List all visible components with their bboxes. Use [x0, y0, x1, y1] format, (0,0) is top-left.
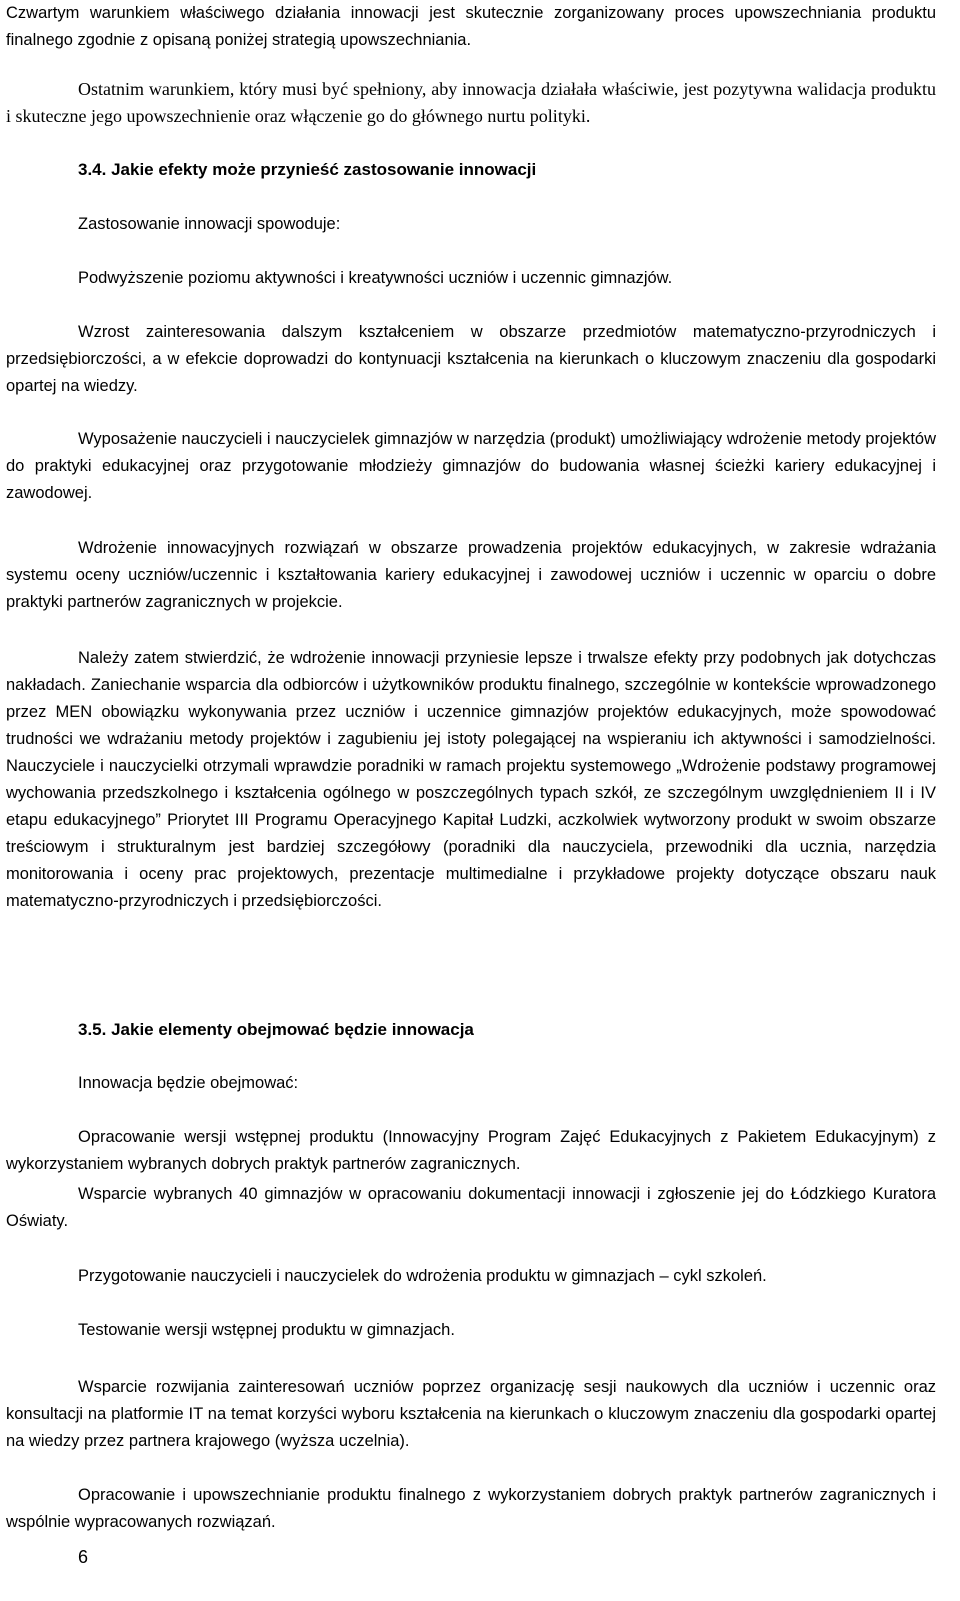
- section-lead: Zastosowanie innowacji spowoduje:: [78, 215, 341, 233]
- paragraph: Podwyższenie poziomu aktywności i kreatywności uczniów i uczennic gimnazjów.: [78, 269, 673, 287]
- page-number: 6: [78, 1547, 89, 1567]
- paragraph: Wsparcie rozwijania zainteresowań uczniów poprzez organizację sesji naukowych dla uczniów i uczennic oraz konsultacji na platformie IT na temat korzyści wyboru kształcenia na kierunkach o kluczowym znaczeniu dla gospodarki opartej na wiedzy przez partnera krajowego (wyższa uczelnia).: [6, 1378, 936, 1450]
- paragraph: Testowanie wersji wstępnej produktu w gimnazjach.: [78, 1321, 455, 1339]
- section-heading-3-5: 3.5. Jakie elementy obejmować będzie innowacja: [78, 1020, 474, 1039]
- paragraph: Czwartym warunkiem właściwego działania innowacji jest skutecznie zorganizowany proces upowszechniania produktu finalnego zgodnie z opisaną poniżej strategią upowszechniania.: [6, 4, 936, 49]
- paragraph: Wdrożenie innowacyjnych rozwiązań w obszarze prowadzenia projektów edukacyjnych, w zakresie wdrażania systemu oceny uczniów/uczennic i kształtowania kariery edukacyjnej i zawodowej uczniów i uczennic w oparciu o dobre praktyki partnerów zagranicznych w projekcie.: [6, 539, 936, 611]
- paragraph: Ostatnim warunkiem, który musi być spełniony, aby innowacja działała właściwie, jest pozytywna walidacja produktu i skuteczne jego upowszechnienie oraz włączenie go do głównego nurtu polityki.: [6, 79, 936, 126]
- paragraph: Wyposażenie nauczycieli i nauczycielek gimnazjów w narzędzia (produkt) umożliwiający wdrożenie metody projektów do praktyki edukacyjnej oraz przygotowanie młodzieży gimnazjów do budowania własnej ścieżki kariery edukacyjnej i zawodowej.: [6, 430, 936, 502]
- paragraph: Wzrost zainteresowania dalszym kształceniem w obszarze przedmiotów matematyczno-przyrodniczych i przedsiębiorczości, a w efekcie doprowadzi do kontynuacji kształcenia na kierunkach o kluczowym znaczeniu dla gospodarki opartej na wiedzy.: [6, 323, 936, 395]
- paragraph: Opracowanie wersji wstępnej produktu (Innowacyjny Program Zajęć Edukacyjnych z Pakietem Edukacyjnym) z wykorzystaniem wybranych dobrych praktyk partnerów zagranicznych.: [6, 1128, 936, 1173]
- section-lead: Innowacja będzie obejmować:: [78, 1074, 299, 1092]
- section-heading-3-4: 3.4. Jakie efekty może przynieść zastosowanie innowacji: [78, 160, 537, 179]
- paragraph: Wsparcie wybranych 40 gimnazjów w opracowaniu dokumentacji innowacji i zgłoszenie jej do Łódzkiego Kuratora Oświaty.: [6, 1185, 936, 1230]
- paragraph: Należy zatem stwierdzić, że wdrożenie innowacji przyniesie lepsze i trwalsze efekty przy podobnych jak dotychczas nakładach. Zaniechanie wsparcia dla odbiorców i użytkowników produktu finalnego, szczególnie w kontekście wprowadzonego przez MEN obowiązku wykonywania przez uczniów i uczennice gimnazjów projektów edukacyjnych, może spowodować trudności we wdrażaniu metody projektów i zagubieniu jej istoty polegającej na wspieraniu ich aktywności i samodzielności. Nauczyciele i nauczycielki otrzymali wprawdzie poradniki w ramach projektu systemowego „Wdrożenie podstawy programowej wychowania przedszkolnego i kształcenia ogólnego w poszczególnych typach szkół, ze szczególnym uwzględnieniem II i IV etapu edukacyjnego” Priorytet III Programu Operacyjnego Kapitał Ludzki, aczkolwiek wytworzony produkt w swoim obszarze treściowym i strukturalnym jest bardziej szczegółowy (poradniki dla nauczyciela, przewodniki dla ucznia, narzędzia monitorowania i oceny prac projektowych, prezentacje multimedialne i przykładowe projekty dotyczące obszaru nauk matematyczno-przyrodniczych i przedsiębiorczości.: [6, 649, 936, 910]
- paragraph: Przygotowanie nauczycieli i nauczycielek do wdrożenia produktu w gimnazjach – cykl szkoleń.: [78, 1267, 767, 1285]
- paragraph: Opracowanie i upowszechnianie produktu finalnego z wykorzystaniem dobrych praktyk partnerów zagranicznych i wspólnie wypracowanych rozwiązań.: [6, 1486, 936, 1531]
